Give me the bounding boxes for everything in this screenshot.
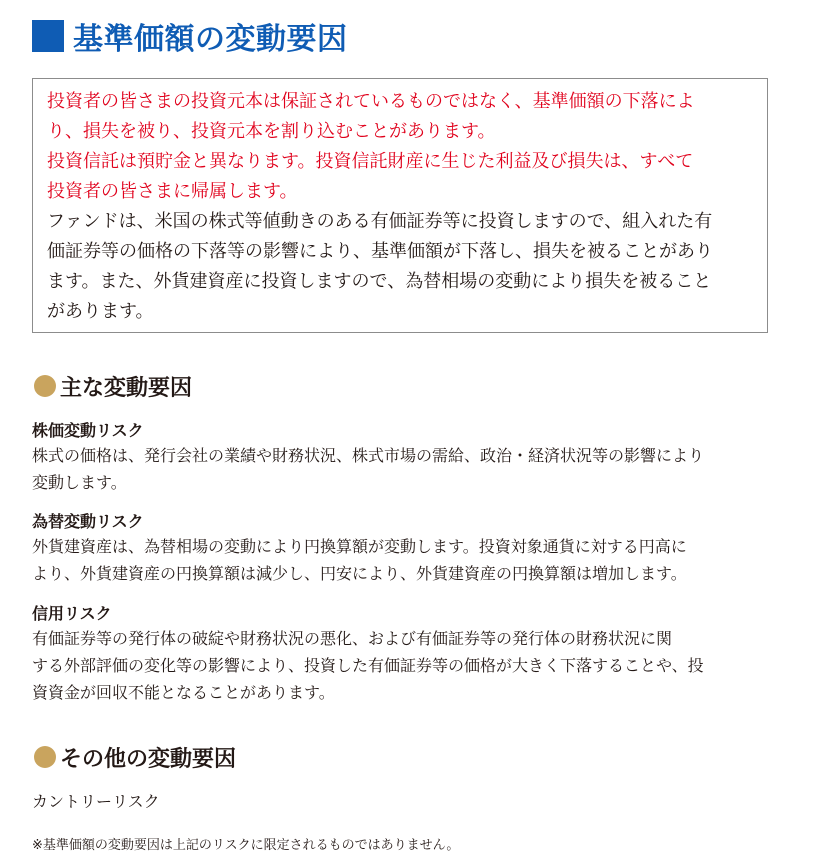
risk-text-line: 資資金が回収不能となることがあります。	[32, 683, 335, 702]
notice-line: 投資者の皆さまに帰属します。	[47, 181, 298, 202]
notice-line: 投資者の皆さまの投資元本は保証されているものではなく、基準価額の下落によ	[47, 91, 695, 112]
main-header	[32, 16, 348, 56]
blue-square-icon	[32, 20, 64, 52]
risk-item-stock-price	[32, 420, 777, 496]
risk-item-credit	[32, 603, 777, 706]
notice-line: 投資信託は預貯金と異なります。投資信託財産に生じた利益及び損失は、すべて	[47, 151, 694, 172]
bullet-circle-icon	[34, 375, 56, 397]
other-factor-item: カントリーリスク	[32, 792, 160, 811]
risk-item-exchange-rate	[32, 511, 777, 587]
risk-title: 株価変動リスク	[32, 421, 144, 440]
risk-text-line: 有価証券等の発行体の破綻や財務状況の悪化、および有価証券等の発行体の財務状況に関	[32, 629, 673, 648]
risk-text-line: より、外貨建資産の円換算額は減少し、円安により、外貨建資産の円換算額は増加します。	[32, 564, 687, 583]
risk-text-line: する外部評価の変化等の影響により、投資した有価証券等の価格が大きく下落することや、投	[32, 656, 704, 675]
footnote: ※基準価額の変動要因は上記のリスクに限定されるものではありません。	[32, 838, 460, 853]
risk-text-line: 株式の価格は、発行会社の業績や財務状況、株式市場の需給、政治・経済状況等の影響により	[32, 446, 705, 465]
risk-text-line: 外貨建資産は、為替相場の変動により円換算額が変動します。投資対象通貨に対する円高に	[32, 537, 687, 556]
other-factors-heading	[34, 742, 236, 772]
notice-box	[32, 78, 768, 333]
notice-line: ファンドは、米国の株式等値動きのある有価証券等に投資しますので、組入れた有	[47, 211, 713, 232]
section-title: その他の変動要因	[60, 746, 237, 772]
section-title: 主な変動要因	[60, 375, 193, 401]
page-title: 基準価額の変動要因	[73, 22, 348, 57]
risk-title: 為替変動リスク	[32, 512, 144, 531]
risk-title: 信用リスク	[32, 604, 112, 623]
bullet-circle-icon	[34, 746, 56, 768]
main-factors-heading	[34, 371, 192, 401]
risk-text-line: 変動します。	[32, 473, 127, 492]
notice-line: り、損失を被り、投資元本を割り込むことがあります。	[47, 121, 496, 142]
notice-line: ます。また、外貨建資産に投資しますので、為替相場の変動により損失を被ること	[47, 271, 712, 292]
notice-line: があります。	[47, 301, 154, 322]
notice-line: 価証券等の価格の下落等の影響により、基準価額が下落し、損失を被ることがあり	[47, 241, 713, 262]
